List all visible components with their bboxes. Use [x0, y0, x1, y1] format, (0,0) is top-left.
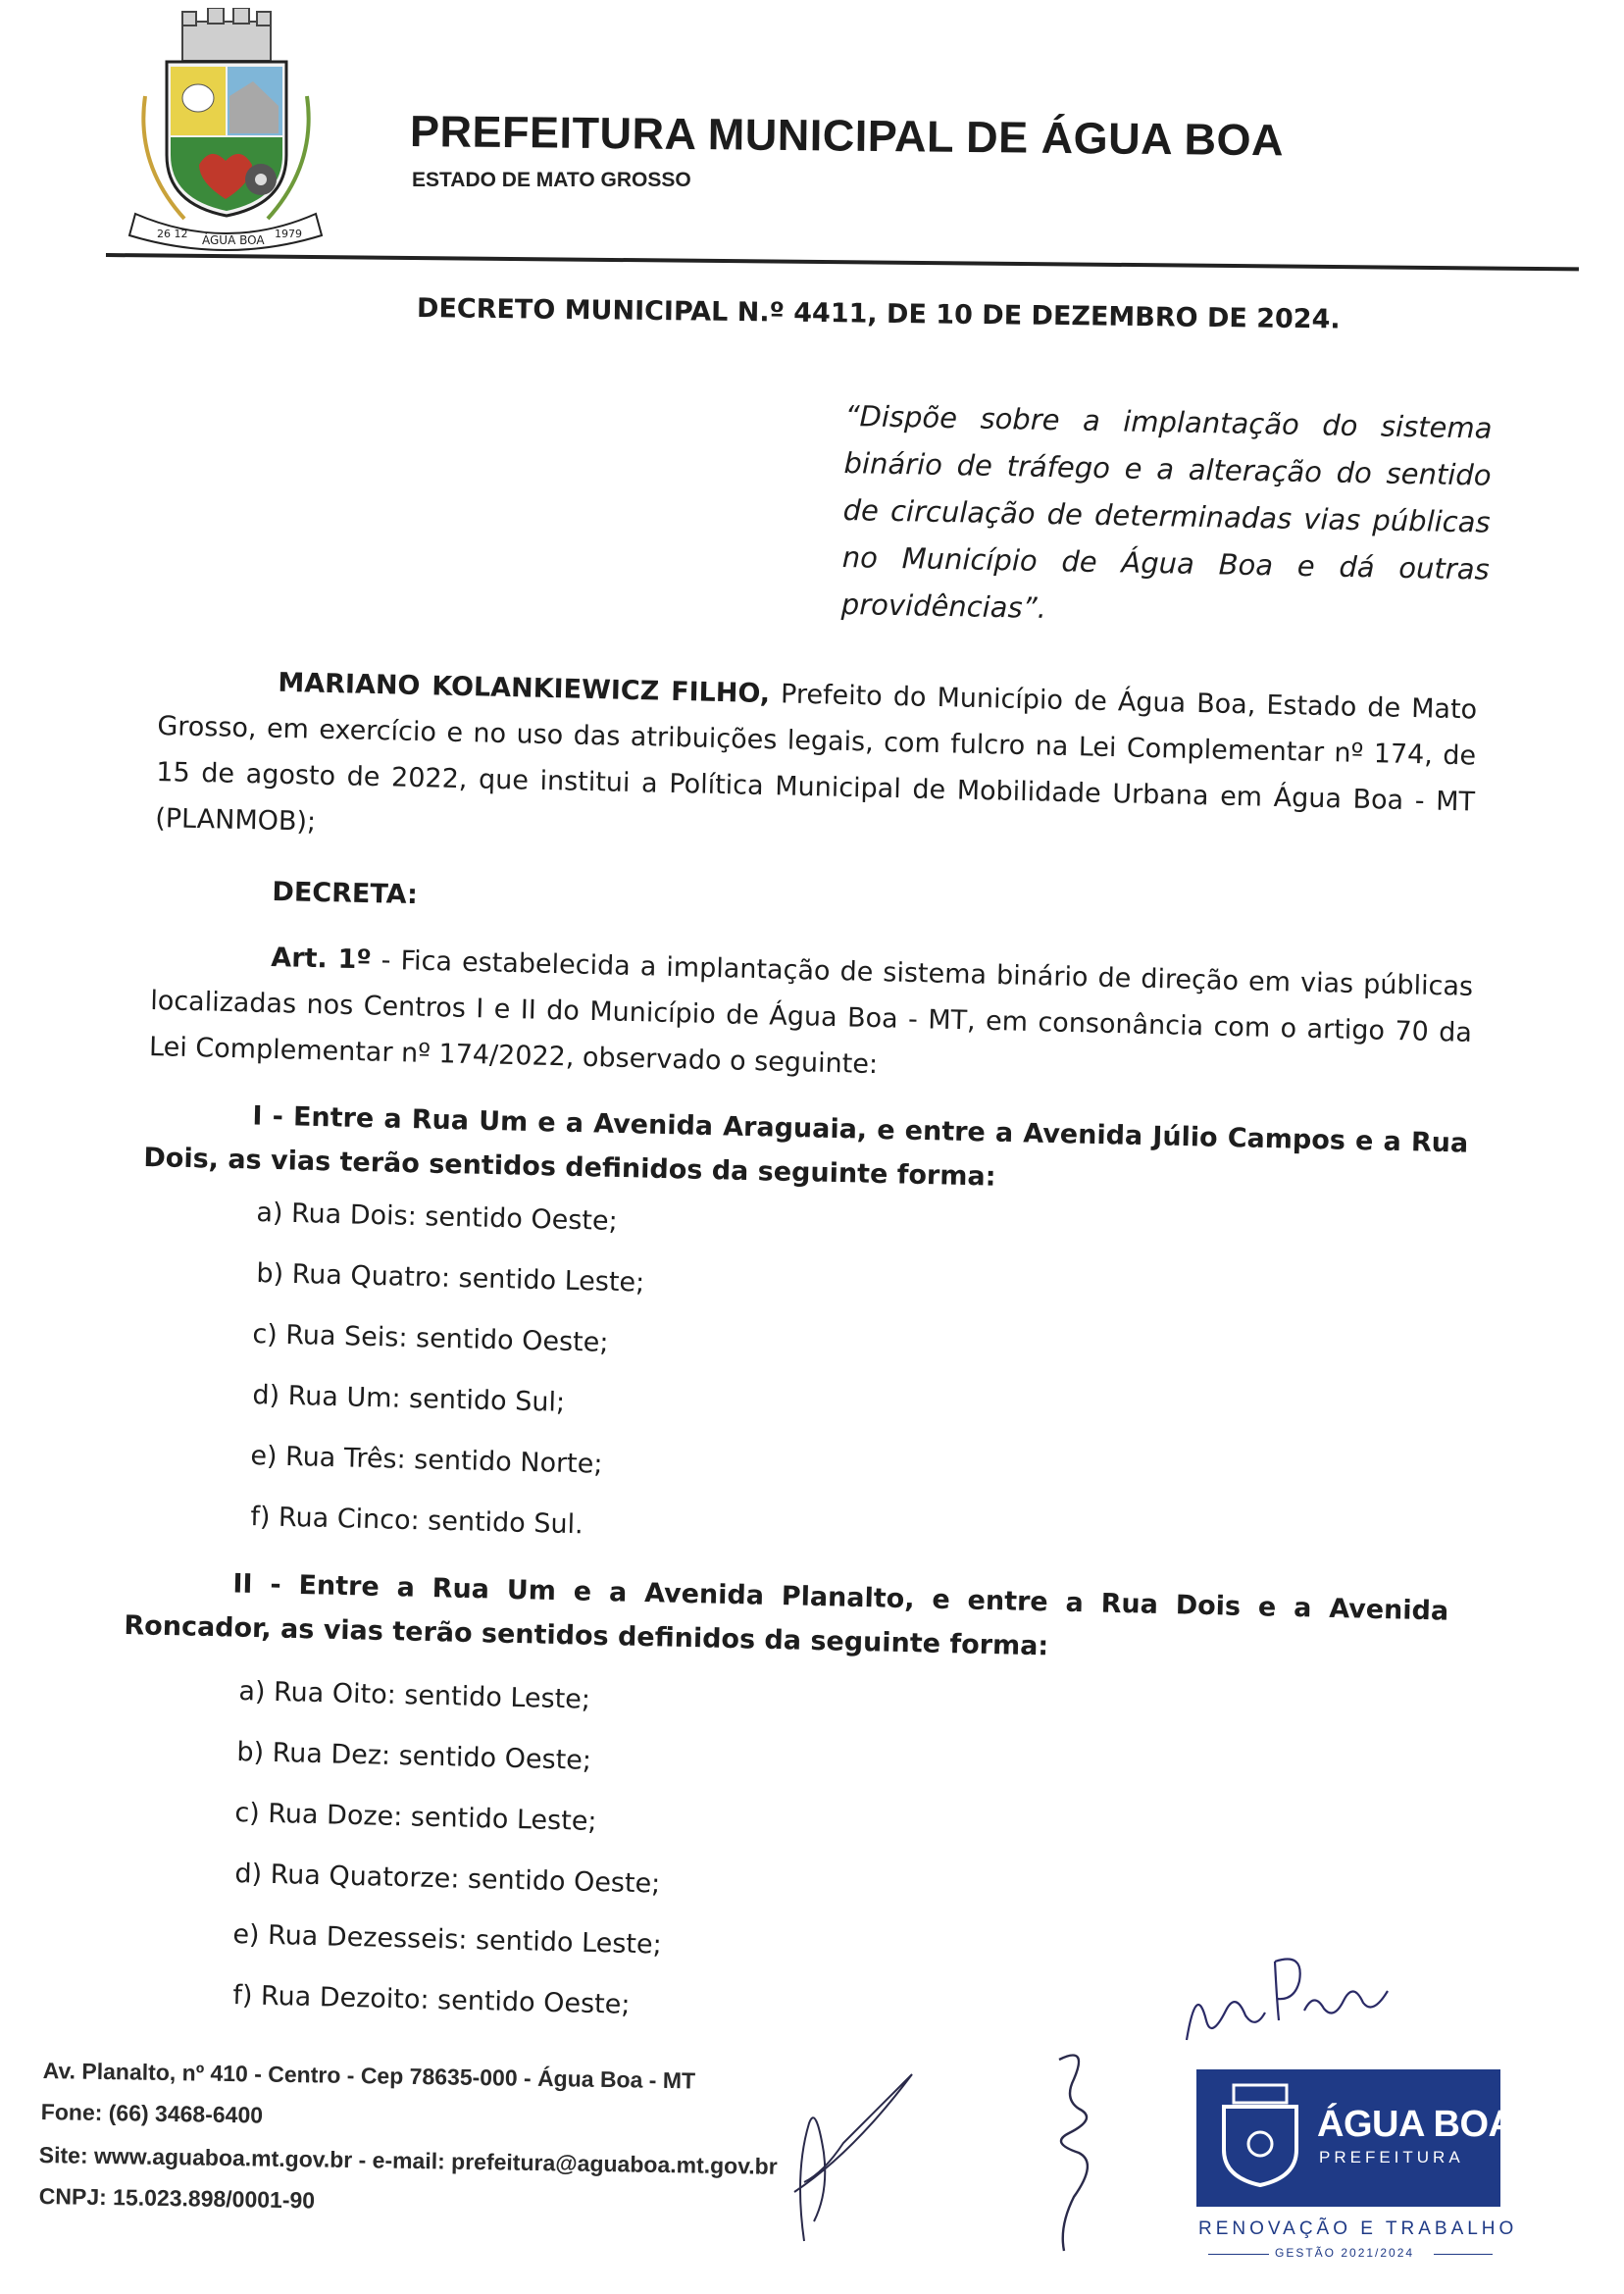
handwritten-signature-1 [736, 2045, 971, 2251]
logo-subtitle: PREFEITURA [1319, 2148, 1464, 2167]
mayor-name: MARIANO KOLANKIEWICZ FILHO, [278, 667, 771, 710]
footer-phone: Fone: (66) 3468-6400 [40, 2099, 264, 2128]
decreta-heading: DECRETA: [272, 876, 419, 911]
inciso-2-item: d) Rua Quatorze: sentido Oeste; [234, 1858, 661, 1900]
handwritten-initials-signature [1167, 1922, 1402, 2060]
decree-ementa: “Dispõe sobre a implantação do sistema binário de tráfego e a alteração do sentido de circulação de determinadas vias públicas no Município de Água Boa e dá outras providências”. [840, 398, 1493, 625]
crest-name-text: ÁGUA BOA [202, 233, 265, 247]
logo-name: ÁGUA BOA [1317, 2104, 1515, 2145]
crest-year-text: 1979 [275, 228, 302, 240]
header-divider [106, 253, 1579, 271]
header-subtitle: ESTADO DE MATO GROSSO [412, 169, 691, 191]
municipal-crest-icon [106, 8, 341, 253]
decree-preamble [155, 657, 1478, 871]
logo-gestao: GESTÃO 2021/2024 [1275, 2246, 1415, 2260]
inciso-2-item: c) Rua Doze: sentido Leste; [234, 1797, 597, 1838]
crest-date-text: 26 12 [157, 228, 188, 240]
inciso-1-item: f) Rua Cinco: sentido Sul. [250, 1501, 584, 1541]
gestao-line-left [1208, 2254, 1269, 2255]
gestao-line-right [1434, 2254, 1493, 2255]
handwritten-signature-2 [1020, 2040, 1128, 2261]
decree-title: DECRETO MUNICIPAL N.º 4411, DE 10 DE DEZEMBRO DE 2024. [416, 293, 1341, 335]
article-1 [149, 932, 1474, 1102]
inciso-1-item: a) Rua Dois: sentido Oeste; [256, 1197, 619, 1237]
header-title: PREFEITURA MUNICIPAL DE ÁGUA BOA [409, 106, 1285, 166]
inciso-2: II - Entre a Rua Um e a Avenida Planalto, e entre a Rua Dois e a Avenida Roncador, as vias terão sentidos definidos da seguinte forma: [124, 1568, 1449, 1662]
article-1-text: - Fica estabelecida a implantação de sistema binário de direção em vias públicas localizadas nos Centros I e II do Município de Água Boa - MT, em consonância com o artigo 70 da Lei Complementar nº 174/2022, observado o seguinte: [148, 944, 1474, 1081]
inciso-2-item: f) Rua Dezoito: sentido Oeste; [232, 1979, 631, 2020]
article-1-label: Art. 1º [271, 942, 373, 976]
inciso-2-item: e) Rua Dezesseis: sentido Leste; [232, 1918, 663, 1961]
inciso-1-item: b) Rua Quatro: sentido Leste; [256, 1257, 645, 1299]
inciso-1-item: d) Rua Um: sentido Sul; [252, 1379, 566, 1418]
footer-site-email: Site: www.aguaboa.mt.gov.br - e-mail: prefeitura@aguaboa.mt.gov.br [38, 2142, 778, 2179]
footer-cnpj: CNPJ: 15.023.898/0001-90 [38, 2183, 316, 2214]
inciso-1-item: e) Rua Três: sentido Norte; [250, 1440, 603, 1480]
footer-address: Av. Planalto, nº 410 - Centro - Cep 78635-000 - Água Boa - MT [42, 2058, 696, 2094]
inciso-2-item: b) Rua Dez: sentido Oeste; [236, 1736, 592, 1776]
inciso-1-item: c) Rua Seis: sentido Oeste; [252, 1318, 609, 1358]
preamble-text: Prefeito do Município de Água Boa, Estado de Mato Grosso, em exercício e no uso das atribuições legais, com fulcro na Lei Complementar nº 174, de 15 de agosto de 2022, que institui a Política Municipal de Mobilidade Urbana em Água Boa - MT (PLANMOB); [154, 679, 1478, 838]
inciso-2-item: a) Rua Oito: sentido Leste; [238, 1675, 591, 1715]
logo-crest-icon [1216, 2081, 1304, 2189]
logo-slogan: RENOVAÇÃO E TRABALHO [1198, 2218, 1518, 2239]
inciso-1: I - Entre a Rua Um e a Avenida Araguaia, e entre a Avenida Júlio Campos e a Rua Dois, as vias terão sentidos definidos da seguinte forma: [143, 1100, 1469, 1193]
